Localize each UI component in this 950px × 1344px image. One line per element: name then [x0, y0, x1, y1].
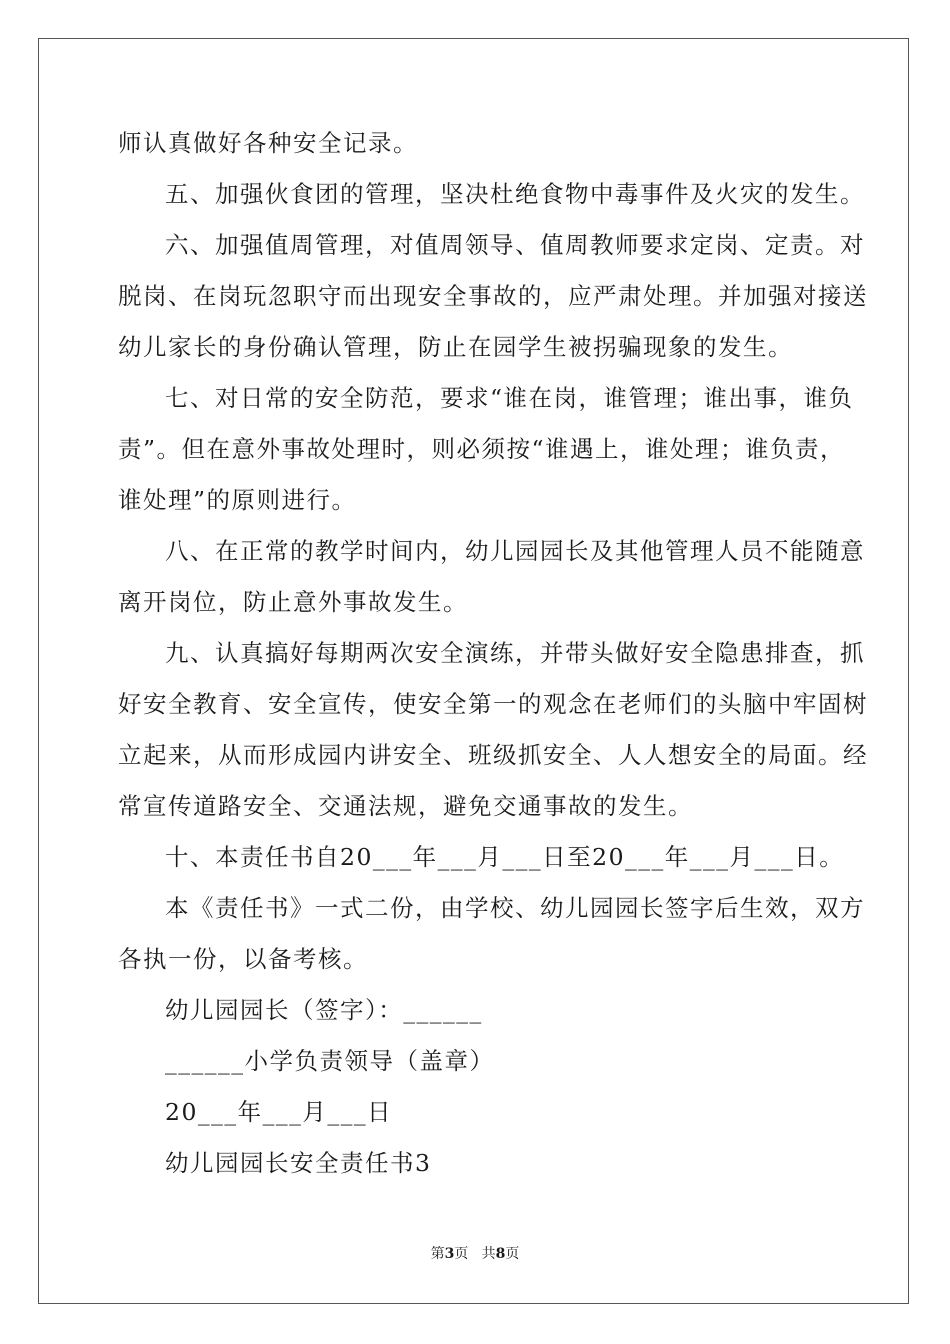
text-line-1: 师认真做好各种安全记录。 [118, 129, 418, 157]
section-heading: 幼儿园园长安全责任书3 [165, 1149, 432, 1177]
signature-director-line: 幼儿园园长（签字）：______ [165, 996, 483, 1024]
footer-total-suffix: 页 [505, 1246, 520, 1262]
text-line-9: 八、在正常的教学时间内，幼儿园园长及其他管理人员不能随意 [165, 537, 865, 565]
text-line-7: 责”。但在意外事故处理时，则必须按“谁遇上，谁处理；谁负责， [118, 435, 846, 463]
footer-prefix: 第 [430, 1246, 445, 1262]
date-line: 20___年___月___日 [165, 1098, 393, 1126]
footer-total-prefix: 共 [481, 1246, 496, 1262]
school-seal-line: ______小学负责领导（盖章） [165, 1047, 495, 1075]
document-body [118, 118, 868, 1189]
text-line-17: 各执一份，以备考核。 [118, 945, 368, 973]
footer-page-number: 3 [444, 1246, 455, 1262]
text-line-12: 好安全教育、安全宣传，使安全第一的观念在老师们的头脑中牢固树 [118, 690, 868, 718]
footer-total-pages: 8 [495, 1246, 506, 1262]
text-line-3: 六、加强值周管理，对值周领导、值周教师要求定岗、定责。对 [165, 231, 865, 259]
text-line-6: 七、对日常的安全防范，要求“谁在岗，谁管理；谁出事，谁负 [165, 384, 854, 412]
text-line-13: 立起来，从而形成园内讲安全、班级抓安全、人人想安全的局面。经 [118, 741, 868, 769]
text-line-4: 脱岗、在岗玩忽职守而出现安全事故的，应严肃处理。并加强对接送 [118, 282, 868, 310]
text-line-15: 十、本责任书自20___年___月___日至20___年___月___日。 [165, 843, 845, 871]
text-line-14: 常宣传道路安全、交通法规，避免交通事故的发生。 [118, 792, 693, 820]
text-line-8: 谁处理”的原则进行。 [118, 486, 357, 514]
text-line-16: 本《责任书》一式二份，由学校、幼儿园园长签字后生效，双方 [165, 894, 865, 922]
footer-page-suffix: 页 [454, 1246, 469, 1262]
text-line-10: 离开岗位，防止意外事故发生。 [118, 588, 468, 616]
page-footer [0, 1243, 950, 1263]
text-line-5: 幼儿家长的身份确认管理，防止在园学生被拐骗现象的发生。 [118, 333, 793, 361]
text-line-2: 五、加强伙食团的管理，坚决杜绝食物中毒事件及火灾的发生。 [165, 180, 865, 208]
text-line-11: 九、认真搞好每期两次安全演练，并带头做好安全隐患排查，抓 [165, 639, 865, 667]
